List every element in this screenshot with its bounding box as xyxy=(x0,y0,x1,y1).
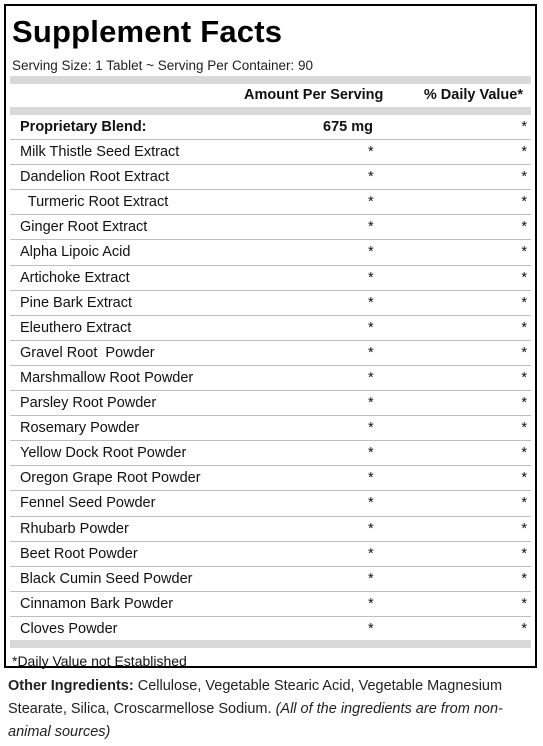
ingredient-daily-value: * xyxy=(521,520,527,537)
ingredient-row xyxy=(10,140,531,165)
ingredient-daily-value: * xyxy=(521,119,527,135)
ingredient-amount: * xyxy=(368,194,374,211)
ingredient-name: Alpha Lipoic Acid xyxy=(20,244,131,261)
ingredient-row xyxy=(10,291,531,316)
ingredient-daily-value: * xyxy=(521,194,527,211)
ingredient-row xyxy=(10,165,531,190)
ingredient-name: Dandelion Root Extract xyxy=(20,169,170,186)
ingredient-row xyxy=(10,266,531,291)
ingredient-amount: 675 mg xyxy=(323,119,373,135)
ingredient-name: Rosemary Powder xyxy=(20,420,140,437)
divider-band xyxy=(10,107,531,115)
ingredient-amount: * xyxy=(368,344,374,361)
ingredient-row xyxy=(10,542,531,567)
ingredient-row xyxy=(10,366,531,391)
ingredient-daily-value: * xyxy=(521,294,527,311)
ingredient-row xyxy=(10,617,531,642)
ingredient-daily-value: * xyxy=(521,169,527,186)
ingredient-amount: * xyxy=(368,395,374,412)
ingredient-amount: * xyxy=(368,169,374,186)
amount-header: Amount Per Serving xyxy=(244,87,384,103)
daily-value-header: % Daily Value* xyxy=(423,87,523,103)
ingredient-name: Yellow Dock Root Powder xyxy=(20,445,187,462)
ingredient-name: Beet Root Powder xyxy=(20,545,138,562)
ingredient-name: Cloves Powder xyxy=(20,620,118,637)
ingredient-daily-value: * xyxy=(521,420,527,437)
ingredient-row xyxy=(10,491,531,516)
divider-band xyxy=(10,640,531,648)
other-ingredients-text: Cellulose, Vegetable Stearic Acid, Vegetable Magnesium Stearate, Silica, Croscarmellose Sodium. xyxy=(8,678,503,717)
ingredient-daily-value: * xyxy=(521,620,527,637)
ingredient-name: Rhubarb Powder xyxy=(20,520,129,537)
ingredient-row xyxy=(10,391,531,416)
ingredient-row xyxy=(10,567,531,592)
ingredient-amount: * xyxy=(368,620,374,637)
ingredient-amount: * xyxy=(368,595,374,612)
ingredient-row xyxy=(10,215,531,240)
ingredient-daily-value: * xyxy=(521,319,527,336)
ingredient-amount: * xyxy=(368,244,374,261)
ingredient-daily-value: * xyxy=(521,495,527,512)
ingredient-daily-value: * xyxy=(521,395,527,412)
ingredient-name: Pine Bark Extract xyxy=(20,294,133,311)
ingredient-name: Artichoke Extract xyxy=(20,269,130,286)
ingredient-name: Marshmallow Root Powder xyxy=(20,369,194,386)
ingredient-row xyxy=(10,341,531,366)
ingredient-name: Cinnamon Bark Powder xyxy=(20,595,174,612)
ingredient-daily-value: * xyxy=(521,545,527,562)
divider-band xyxy=(10,76,531,84)
ingredient-name: Black Cumin Seed Powder xyxy=(20,570,193,587)
ingredient-amount: * xyxy=(368,369,374,386)
serving-info: Serving Size: 1 Tablet ~ Serving Per Container: 90 xyxy=(12,58,314,73)
other-ingredients xyxy=(8,675,536,744)
panel-title: Supplement Facts xyxy=(12,14,283,49)
ingredient-amount: * xyxy=(368,144,374,161)
ingredient-daily-value: * xyxy=(521,344,527,361)
supplement-facts-panel xyxy=(4,4,537,668)
ingredient-name: Turmeric Root Extract xyxy=(20,194,169,211)
ingredient-daily-value: * xyxy=(521,219,527,236)
ingredient-row xyxy=(10,592,531,617)
ingredient-amount: * xyxy=(368,495,374,512)
ingredient-name: Gravel Root Powder xyxy=(20,344,155,361)
ingredient-name: Milk Thistle Seed Extract xyxy=(20,144,180,161)
ingredient-daily-value: * xyxy=(521,595,527,612)
ingredient-amount: * xyxy=(368,294,374,311)
ingredient-amount: * xyxy=(368,520,374,537)
ingredient-name: Eleuthero Extract xyxy=(20,319,132,336)
ingredient-row xyxy=(10,416,531,441)
ingredient-amount: * xyxy=(368,269,374,286)
ingredient-amount: * xyxy=(368,219,374,236)
ingredient-daily-value: * xyxy=(521,244,527,261)
ingredient-daily-value: * xyxy=(521,369,527,386)
other-ingredients-label: Other Ingredients: xyxy=(8,678,134,694)
ingredient-amount: * xyxy=(368,319,374,336)
ingredient-row xyxy=(10,190,531,215)
ingredient-row xyxy=(10,240,531,265)
ingredient-name: Ginger Root Extract xyxy=(20,219,148,236)
ingredient-name: Oregon Grape Root Powder xyxy=(20,470,201,487)
ingredient-amount: * xyxy=(368,470,374,487)
ingredient-daily-value: * xyxy=(521,470,527,487)
ingredient-row xyxy=(10,466,531,491)
ingredient-daily-value: * xyxy=(521,269,527,286)
ingredient-row xyxy=(10,316,531,341)
ingredient-amount: * xyxy=(368,445,374,462)
ingredient-row xyxy=(10,441,531,466)
ingredient-name: Fennel Seed Powder xyxy=(20,495,156,512)
other-ingredients-note: (All of the ingredients are from non-animal sources) xyxy=(8,701,503,740)
ingredient-table xyxy=(10,115,531,642)
ingredient-name: Parsley Root Powder xyxy=(20,395,157,412)
proprietary-blend-row xyxy=(10,115,531,140)
daily-value-footnote: *Daily Value not Established xyxy=(12,653,187,669)
ingredient-name: Proprietary Blend: xyxy=(20,119,147,135)
ingredient-amount: * xyxy=(368,545,374,562)
ingredient-amount: * xyxy=(368,420,374,437)
ingredient-daily-value: * xyxy=(521,570,527,587)
ingredient-daily-value: * xyxy=(521,144,527,161)
ingredient-amount: * xyxy=(368,570,374,587)
ingredient-row xyxy=(10,517,531,542)
ingredient-daily-value: * xyxy=(521,445,527,462)
